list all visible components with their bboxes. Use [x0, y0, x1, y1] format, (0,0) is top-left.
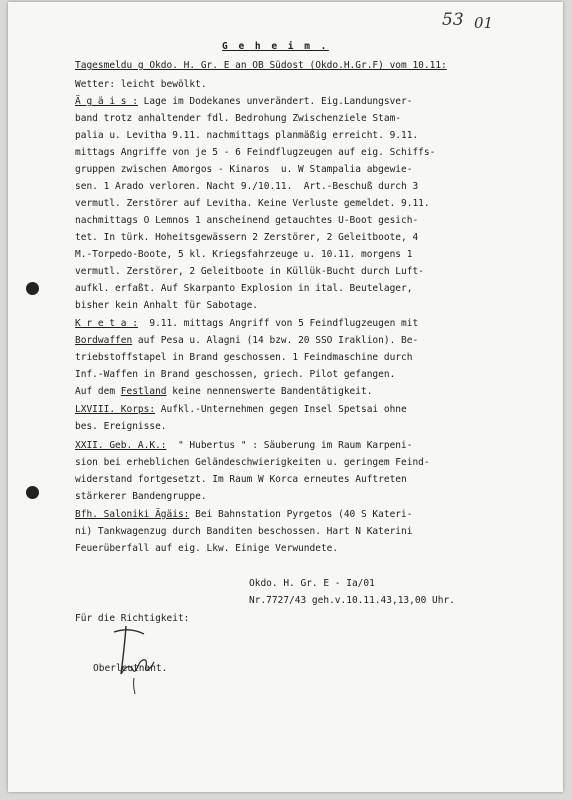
kreta-label: K r e t a : [75, 318, 138, 329]
handwritten-signature [104, 618, 174, 696]
saloniki-label: Bfh. Saloniki Ägäis: [75, 509, 190, 520]
festland-pre: Auf dem [75, 386, 121, 397]
aegaeis-text-1: Lage im Dodekanes unverändert. Eig.Landungsver- [137, 96, 413, 107]
aegaeis-label: Ä g ä i s : [75, 96, 138, 107]
punch-hole-top [26, 282, 39, 295]
aegaeis-line-11: vermutl. Zerstörer, 2 Geleitboote in Küllük-Bucht durch Luft- [75, 266, 424, 277]
page-number: 53 [442, 10, 464, 30]
korps22-line-1 [75, 440, 412, 452]
festland-line [75, 386, 372, 398]
aegaeis-line-5: gruppen zwischen Amorgos - Kinaros u. W Stampalia abgewie- [75, 164, 413, 175]
aegaeis-line-12: aufkl. erfaßt. Auf Skarpanto Explosion in ital. Beutelager, [75, 283, 413, 294]
certification-label: Für die Richtigkeit: [75, 613, 190, 624]
kreta-line-4: Inf.-Waffen in Brand geschossen, griech. Pilot gefangen. [75, 369, 396, 380]
korps68-line-2: bes. Ereignisse. [75, 421, 167, 432]
korps22-line-3: widerstand fortgesetzt. Im Raum W Korca erneutes Auftreten [75, 474, 407, 485]
punch-hole-bottom [26, 486, 39, 499]
aegaeis-line-9: tet. In türk. Hoheitsgewässern 2 Zerstörer, 2 Geleitboote, 4 [75, 232, 419, 243]
report-title: Tagesmeldu g Okdo. H. Gr. E an OB Südost (Okdo.H.Gr.F) vom 10.11: [75, 60, 447, 71]
aegaeis-line-4: mittags Angriffe von je 5 - 6 Feindflugzeugen auf eig. Schiffs- [75, 147, 436, 158]
kreta-line-3: triebstoffstapel in Brand geschossen. 1 Feindmaschine durch [75, 352, 413, 363]
korps22-text-1: " Hubertus " : Säuberung im Raum Karpeni- [166, 440, 413, 451]
korps68-text-1: Aufkl.-Unternehmen gegen Insel Spetsai ohne [155, 404, 407, 415]
aegaeis-line-6: sen. 1 Arado verloren. Nacht 9./10.11. Art.-Beschuß durch 3 [75, 181, 419, 192]
festland-label: Festland [120, 386, 167, 397]
classification-heading: G e h e i m . [222, 41, 329, 52]
page-number-mark: 01 [474, 14, 494, 32]
korps22-label: XXII. Geb. A.K.: [75, 440, 167, 451]
aegaeis-line-3: palia u. Levitha 9.11. nachmittags planmäßig erreicht. 9.11. [75, 130, 419, 141]
korps22-line-4: stärkerer Bandengruppe. [75, 491, 207, 502]
kreta-text-2: auf Pesa u. Alagni (14 bzw. 20 SSO Iraklion). Be- [132, 335, 419, 346]
kreta-text-1: 9.11. mittags Angriff von 5 Feindflugzeugen mit [137, 318, 419, 329]
kreta-line-2 [75, 335, 418, 347]
aegaeis-line-10: M.-Torpedo-Boote, 5 kl. Kriegsfahrzeuge u. 10.11. morgens 1 [75, 249, 413, 260]
korps68-line-1 [75, 404, 407, 416]
sender-line-2: Nr.7727/43 geh.v.10.11.43,13,00 Uhr. [249, 595, 455, 606]
korps68-label: LXVIII. Korps: [75, 404, 156, 415]
weather-line: Wetter: leicht bewölkt. [75, 79, 207, 90]
aegaeis-line-13: bisher kein Anhalt für Sabotage. [75, 300, 259, 311]
saloniki-line-3: Feuerüberfall auf eig. Lkw. Einige Verwundete. [75, 543, 339, 554]
kreta-line-1 [75, 318, 418, 330]
aegaeis-line-7: vermutl. Zerstörer auf Levitha. Keine Verluste gemeldet. 9.11. [75, 198, 430, 209]
saloniki-line-1 [75, 509, 412, 521]
aegaeis-line-2: band trotz anhaltender fdl. Bedrohung Zwischenziele Stam- [75, 113, 402, 124]
aegaeis-line-1 [75, 96, 412, 108]
korps22-line-2: sion bei erheblichen Geländeschwierigkeiten u. geringem Feind- [75, 457, 430, 468]
kreta-bordwaffen: Bordwaffen [75, 335, 133, 346]
saloniki-line-2: ni) Tankwagenzug durch Banditen beschossen. Hart N Katerini [75, 526, 413, 537]
festland-text: keine nennenswerte Bandentätigkeit. [166, 386, 373, 397]
saloniki-text-1: Bei Bahnstation Pyrgetos (40 S Kateri- [189, 509, 413, 520]
sender-line-1: Okdo. H. Gr. E - Ia/01 [249, 578, 375, 589]
aegaeis-line-8: nachmittags O Lemnos 1 anscheinend getauchtes U-Boot gesich- [75, 215, 419, 226]
signature-rank: Oberleutnant. [93, 663, 168, 674]
